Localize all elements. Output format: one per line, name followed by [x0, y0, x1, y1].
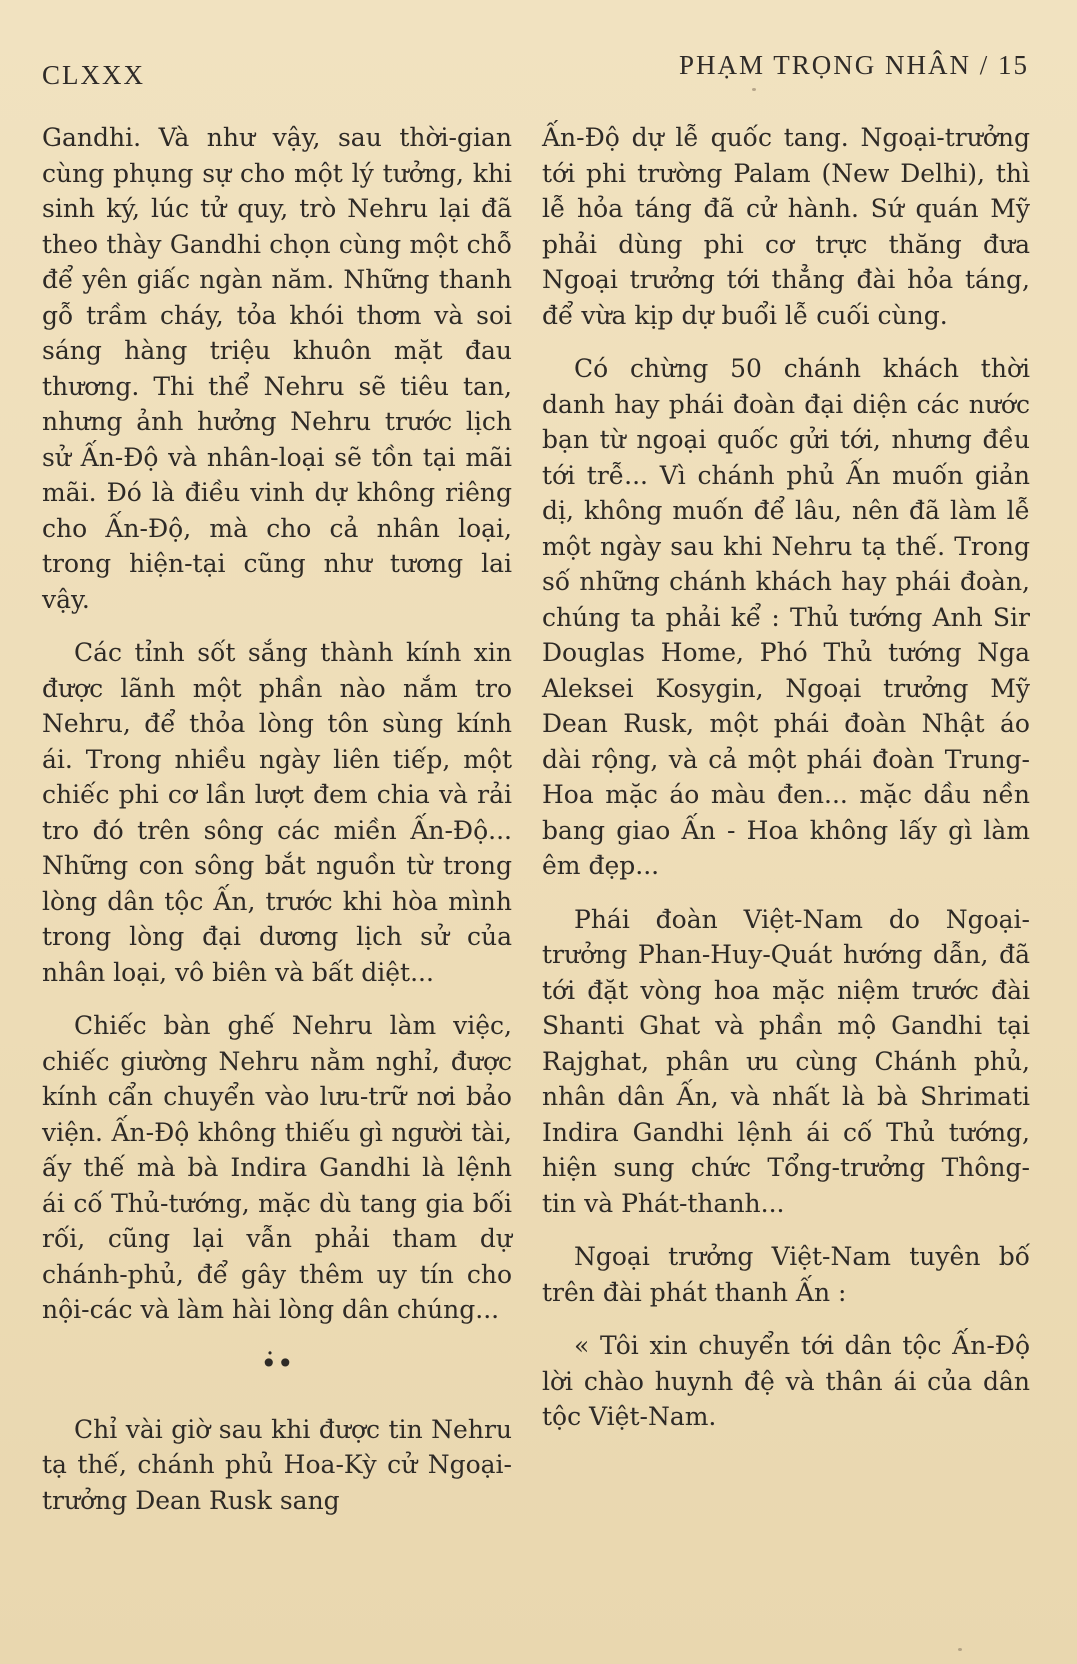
- right-column: [542, 120, 1030, 1453]
- running-header: PHẠM TRỌNG NHÂN / 15: [678, 50, 1029, 80]
- paragraph: Ngoại trưởng Việt-Nam tuyên bố trên đài phát thanh Ấn :: [542, 1242, 1030, 1307]
- section-separator: •̇•: [260, 1346, 294, 1380]
- paragraph: Chỉ vài giờ sau khi được tin Nehru tạ thế, chánh phủ Hoa-Kỳ cử Ngoại-trưởng Dean Rusk sang: [42, 1414, 512, 1515]
- left-column: [42, 120, 512, 1536]
- paragraph: Ấn-Độ dự lễ quốc tang. Ngoại-trưởng tới phi trường Palam (New Delhi), thì lễ hỏa táng đã cử hành. Sứ quán Mỹ phải dùng phi cơ trực thăng đưa Ngoại trưởng tới thẳng đài hỏa táng, để vừa kịp dự buổi lễ cuối cùng.: [542, 123, 1030, 330]
- paragraph: Các tỉnh sốt sắng thành kính xin được lãnh một phần nào nắm tro Nehru, để thỏa lòng tôn sùng kính ái. Trong nhiều ngày liên tiếp, một chiếc phi cơ lần lượt đem chia và rải tro đó trên sông các miền Ấn-Độ... Những con sông bắt nguồn từ trong lòng dân tộc Ấn, trước khi hòa mình trong lòng đại dương lịch sử của nhân loại, vô biên và bất diệt...: [42, 638, 512, 987]
- quote-paragraph: « Tôi xin chuyển tới dân tộc Ấn-Độ lời chào huynh đệ và thân ái của dân tộc Việt-Nam.: [542, 1331, 1030, 1431]
- paragraph: Gandhi. Và như vậy, sau thời-gian cùng phụng sự cho một lý tưởng, khi sinh ký, lúc tử quy, trò Nehru lại đã theo thày Gandhi chọn cùng một chỗ để yên giấc ngàn năm. Những thanh gỗ trầm cháy, tỏa khói thơm và soi sáng hàng triệu khuôn mặt đau thương. Thi thể Nehru sẽ tiêu tan, nhưng ảnh hưởng Nehru trước lịch sử Ấn-Độ và nhân-loại sẽ tồn tại mãi mãi. Đó là điều vinh dự không riêng cho Ấn-Độ, mà cho cả nhân loại, trong hiện-tại cũng như tương lai vậy.: [42, 123, 512, 614]
- paragraph: Phái đoàn Việt-Nam do Ngoại-trưởng Phan-Huy-Quát hướng dẫn, đã tới đặt vòng hoa mặc niệm trước đài Shanti Ghat và phần mộ Gandhi tại Rajghat, phân ưu cùng Chánh phủ, nhân dân Ấn, và nhất là bà Shrimati Indira Gandhi lệnh ái cố Thủ tướng, hiện sung chức Tổng-trưởng Thông-tin và Phát-thanh...: [542, 904, 1030, 1218]
- chapter-number: CLXXX: [42, 60, 145, 90]
- paper-speck: [958, 1648, 962, 1651]
- paragraph: Chiếc bàn ghế Nehru làm việc, chiếc giường Nehru nằm nghỉ, được kính cẩn chuyển vào lưu-trữ nơi bảo viện. Ấn-Độ không thiếu gì người tài, ấy thế mà bà Indira Gandhi là lệnh ái cố Thủ-tướng, mặc dù tang gia bối rối, cũng lại vẫn phải tham dự chánh-phủ, để gây thêm uy tín cho nội-các và làm hài lòng dân chúng...: [42, 1011, 512, 1324]
- paper-speck: [752, 88, 756, 91]
- paragraph: Có chừng 50 chánh khách thời danh hay phái đoàn đại diện các nước bạn từ ngoại quốc gửi tới, nhưng đều tới trễ... Vì chánh phủ Ấn muốn giản dị, không muốn để lâu, nên đã làm lễ một ngày sau khi Nehru tạ thế. Trong số những chánh khách hay phái đoàn, chúng ta phải kể : Thủ tướng Anh Sir Douglas Home, Phó Thủ tướng Nga Aleksei Kosygin, Ngoại trưởng Mỹ Dean Rusk, một phái đoàn Nhật áo dài rộng, và cả một phái đoàn Trung-Hoa mặc áo màu đen... mặc dầu nền bang giao Ấn - Hoa không lấy gì làm êm đẹp...: [542, 354, 1030, 880]
